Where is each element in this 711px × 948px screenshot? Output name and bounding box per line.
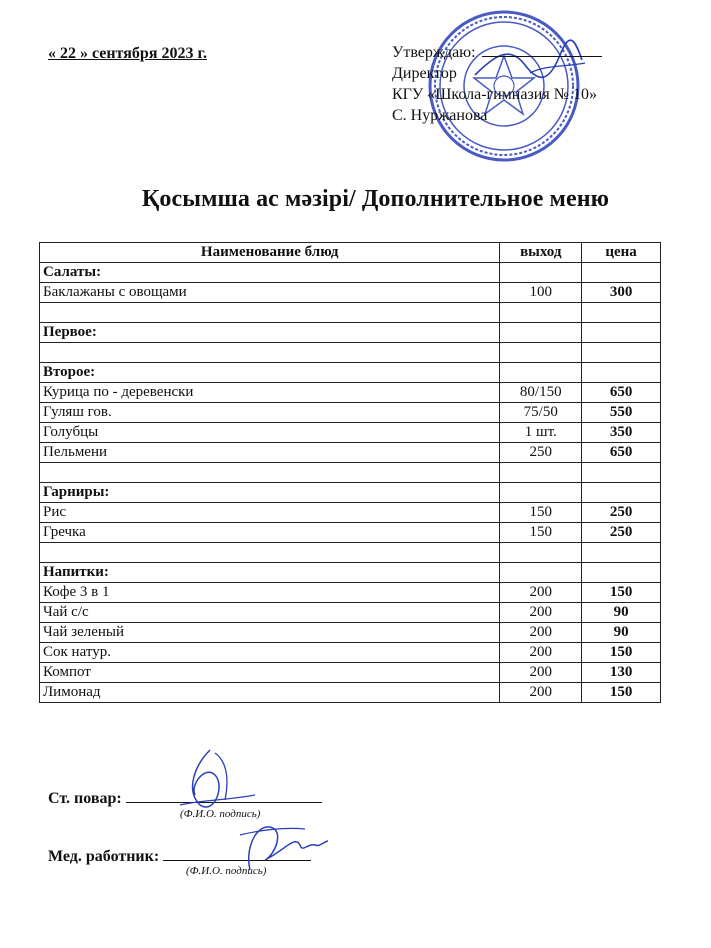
cell-name: Пельмени [40, 443, 500, 463]
medic-caption: (Ф.И.О. подпись) [186, 865, 267, 877]
cell-output [500, 323, 582, 343]
cell-output [500, 343, 582, 363]
cell-name [40, 343, 500, 363]
cell-price: 350 [582, 423, 661, 443]
cell-output: 1 шт. [500, 423, 582, 443]
cell-name: Чай зеленый [40, 623, 500, 643]
column-header-price: цена [582, 243, 661, 263]
cell-name: Гуляш гов. [40, 403, 500, 423]
cell-output [500, 303, 582, 323]
table-row [40, 443, 661, 463]
cell-output: 200 [500, 663, 582, 683]
cell-price: 250 [582, 503, 661, 523]
cell-price [582, 303, 661, 323]
table-row [40, 583, 661, 603]
table-body [40, 263, 661, 703]
cell-name: Гречка [40, 523, 500, 543]
table-row [40, 503, 661, 523]
column-header-name: Наименование блюд [40, 243, 500, 263]
table-row [40, 663, 661, 683]
cell-price: 130 [582, 663, 661, 683]
cell-name: Голубцы [40, 423, 500, 443]
cell-output: 200 [500, 683, 582, 703]
table-row [40, 283, 661, 303]
cell-price: 150 [582, 583, 661, 603]
cell-output [500, 463, 582, 483]
page-title: Қосымша ас мәзірі/ Дополнительное меню [141, 186, 610, 212]
cell-name: Чай с/с [40, 603, 500, 623]
cell-output: 200 [500, 583, 582, 603]
cell-price [582, 563, 661, 583]
approval-line: КГУ «Школа-гимназия № 10» [392, 86, 597, 103]
cell-name: Первое: [40, 323, 500, 343]
table-row [40, 483, 661, 503]
table-row [40, 603, 661, 623]
table-row [40, 343, 661, 363]
medic-signature [230, 815, 330, 880]
cell-price: 150 [582, 683, 661, 703]
cell-output: 100 [500, 283, 582, 303]
cell-name: Второе: [40, 363, 500, 383]
cell-price: 250 [582, 523, 661, 543]
table-row [40, 643, 661, 663]
cell-name: Курица по - деревенски [40, 383, 500, 403]
cell-output: 200 [500, 643, 582, 663]
cell-output [500, 563, 582, 583]
table-row [40, 623, 661, 643]
cell-name [40, 463, 500, 483]
table-row [40, 523, 661, 543]
cell-name: Баклажаны с овощами [40, 283, 500, 303]
cell-name: Рис [40, 503, 500, 523]
document-date: « 22 » сентября 2023 г. [48, 45, 207, 62]
table-row [40, 303, 661, 323]
cell-price [582, 543, 661, 563]
table-row [40, 423, 661, 443]
cell-output [500, 543, 582, 563]
cell-price: 550 [582, 403, 661, 423]
cell-price [582, 323, 661, 343]
cell-price: 650 [582, 383, 661, 403]
medic-label: Мед. работник: [48, 848, 160, 865]
table-row [40, 323, 661, 343]
table-header-row [40, 243, 661, 263]
cell-name [40, 303, 500, 323]
cell-price [582, 263, 661, 283]
cell-output: 200 [500, 603, 582, 623]
cell-name: Напитки: [40, 563, 500, 583]
column-header-output: выход [500, 243, 582, 263]
cell-output: 75/50 [500, 403, 582, 423]
approval-line: Директор [392, 65, 457, 82]
cell-price [582, 483, 661, 503]
table-row [40, 543, 661, 563]
cell-price: 90 [582, 623, 661, 643]
cell-output [500, 363, 582, 383]
table-row [40, 383, 661, 403]
cell-name: Салаты: [40, 263, 500, 283]
cell-output [500, 263, 582, 283]
cell-output [500, 483, 582, 503]
approval-block [392, 42, 602, 126]
cell-price [582, 343, 661, 363]
table-row [40, 363, 661, 383]
cell-price [582, 363, 661, 383]
table-row [40, 463, 661, 483]
table-row [40, 403, 661, 423]
menu-table [39, 242, 661, 703]
cell-output: 200 [500, 623, 582, 643]
cell-name: Гарниры: [40, 483, 500, 503]
chef-caption: (Ф.И.О. подпись) [180, 808, 261, 820]
cell-name: Компот [40, 663, 500, 683]
cell-output: 150 [500, 523, 582, 543]
cell-price: 90 [582, 603, 661, 623]
cell-name [40, 543, 500, 563]
cell-price: 150 [582, 643, 661, 663]
chef-signature [170, 745, 260, 815]
cell-output: 150 [500, 503, 582, 523]
cell-name: Лимонад [40, 683, 500, 703]
chef-label: Ст. повар: [48, 790, 122, 807]
table-row [40, 563, 661, 583]
cell-name: Сок натур. [40, 643, 500, 663]
cell-output: 80/150 [500, 383, 582, 403]
table-row [40, 263, 661, 283]
cell-name: Кофе 3 в 1 [40, 583, 500, 603]
approval-line: С. Нуржанова [392, 107, 488, 124]
cell-price: 650 [582, 443, 661, 463]
approval-line: Утверждаю: [392, 42, 602, 63]
cell-output: 250 [500, 443, 582, 463]
cell-price [582, 463, 661, 483]
cell-price: 300 [582, 283, 661, 303]
table-row [40, 683, 661, 703]
